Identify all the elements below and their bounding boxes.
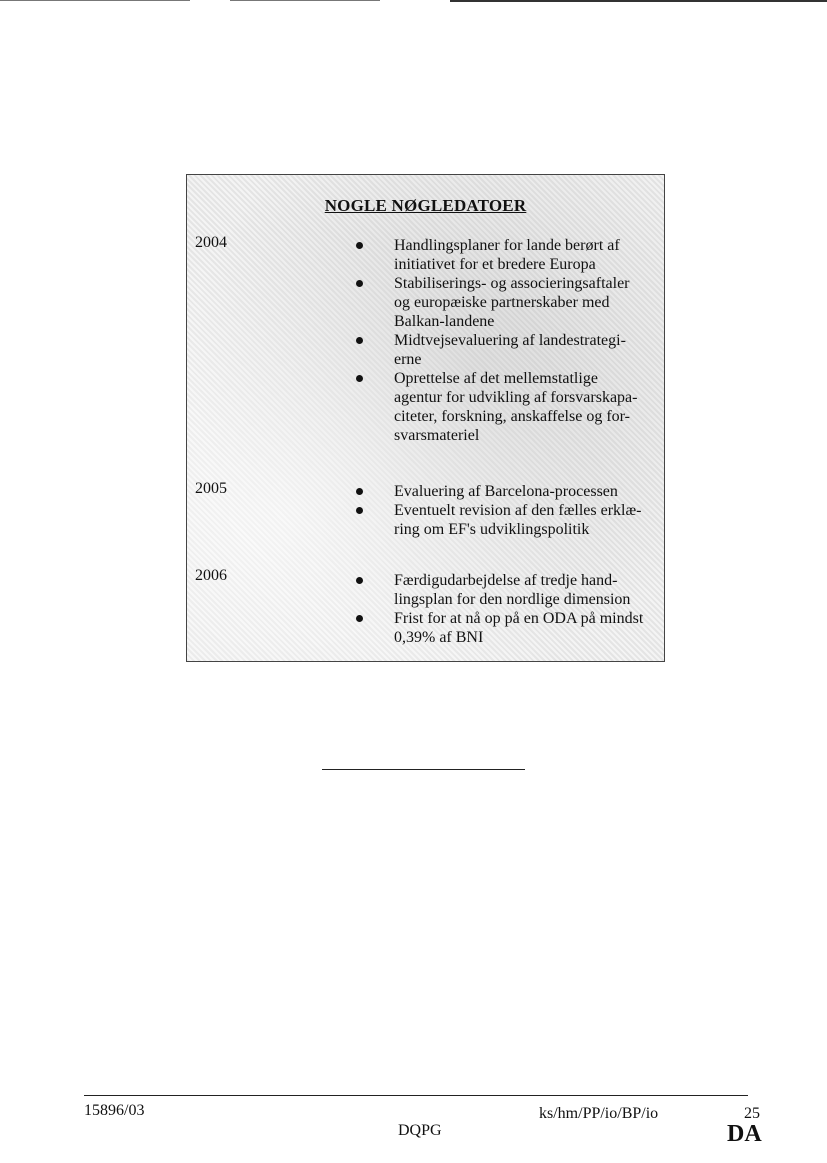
end-separator (322, 769, 525, 770)
bullet-icon (356, 280, 363, 287)
scan-top-line-mid (230, 0, 380, 1)
bullet-icon (356, 507, 363, 514)
doc-ref: ks/hm/PP/io/BP/io (539, 1105, 659, 1122)
doc-number: 15896/03 (84, 1102, 145, 1119)
list-item: Midtvejsevaluering af landestrategi- erne (337, 331, 662, 369)
bullet-icon (356, 242, 363, 249)
bullet-icon (356, 375, 363, 382)
items-2004 (337, 236, 662, 445)
scan-top-line-right (450, 0, 827, 2)
year-2004: 2004 (195, 234, 227, 251)
year-2005: 2005 (195, 480, 227, 497)
list-item: Færdigudarbejdelse af tredje hand- lingsplan for den nordlige dimension (337, 571, 662, 609)
bullet-icon (356, 337, 363, 344)
items-2006 (337, 571, 662, 647)
footer-rule (84, 1095, 748, 1096)
list-item: Stabiliserings- og associeringsaftaler og europæiske partnerskaber med Balkan-landene (337, 274, 662, 331)
list-item: Eventuelt revision af den fælles erklæ- ring om EF's udviklingspolitik (337, 501, 662, 539)
page-number: 25 (744, 1105, 760, 1122)
list-item: Frist for at nå op på en ODA på mindst 0,39% af BNI (337, 609, 662, 647)
bullet-icon (356, 615, 363, 622)
key-dates-box (186, 174, 665, 662)
bullet-icon (356, 488, 363, 495)
bullet-icon (356, 577, 363, 584)
dept-code: DQPG (398, 1122, 442, 1139)
items-2005 (337, 482, 662, 539)
list-item: Evaluering af Barcelona-processen (337, 482, 662, 501)
language-code: DA (727, 1121, 762, 1147)
year-2006: 2006 (195, 567, 227, 584)
box-title: NOGLE NØGLEDATOER (324, 196, 527, 215)
list-item: Handlingsplaner for lande berørt af initiativet for et bredere Europa (337, 236, 662, 274)
scan-top-line-left (0, 0, 190, 1)
list-item: Oprettelse af det mellemstatlige agentur for udvikling af forsvarskapa- citeter, forskning, anskaffelse og for- svarsmateriel (337, 369, 662, 445)
